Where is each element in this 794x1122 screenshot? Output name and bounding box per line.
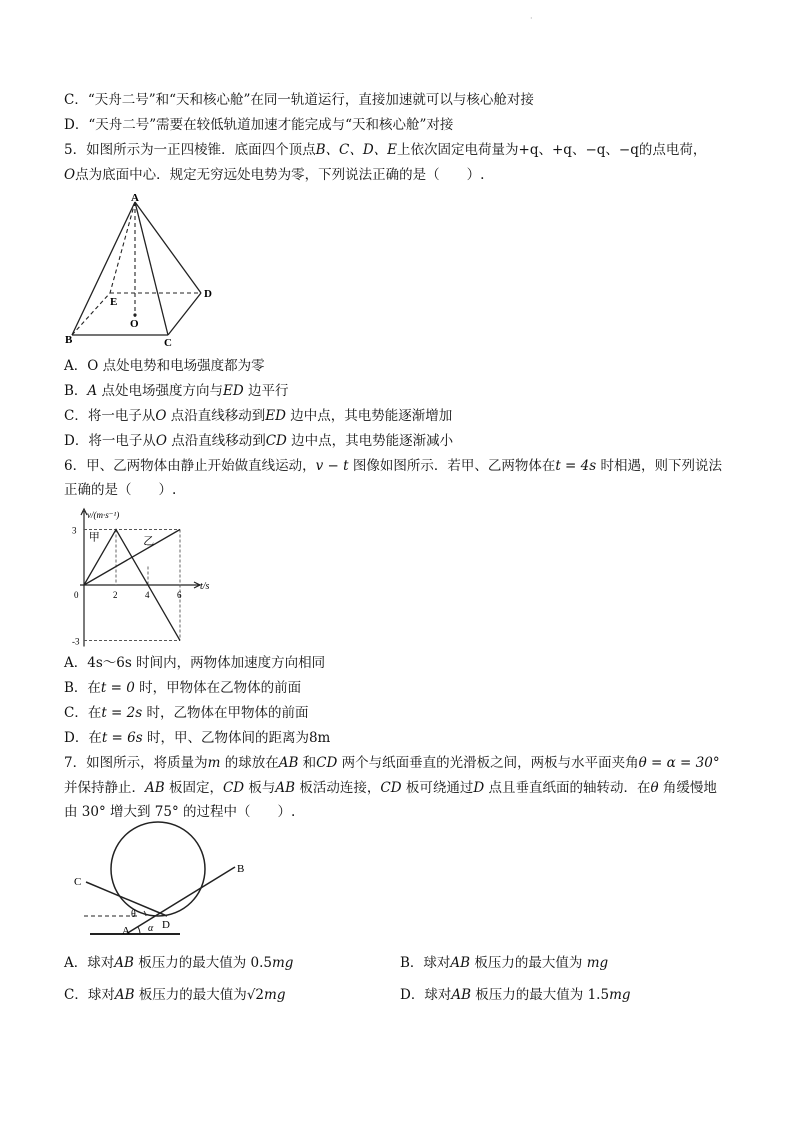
pyramid-figure <box>64 190 224 350</box>
q5-stem-line1: 5．如图所示为一正四棱锥．底面四个顶点B、C、D、E上依次固定电荷量为+q、+q、−q、−q的点电荷， <box>64 142 707 158</box>
vt-chart <box>64 505 210 647</box>
pyramid-label-c: C <box>164 337 172 349</box>
scan-speck: · <box>530 14 533 23</box>
q7-option-c: C．球对AB 板压力的最大值为√2mg <box>64 987 286 1003</box>
q7-option-a: A．球对AB 板压力的最大值为 0.5mg <box>64 955 294 971</box>
q6-option-c: C．在t = 2s 时，乙物体在甲物体的前面 <box>64 705 309 721</box>
y-tick--3: -3 <box>72 636 80 647</box>
q7-stem-line2: 并保持静止．AB 板固定，CD 板与AB 板活动连接，CD 板可绕通过D 点且垂直纸面的轴转动．在θ 角缓慢地 <box>64 780 717 796</box>
fig7-label-alpha: α <box>148 923 154 934</box>
q4-option-c: C．“天舟二号”和“天和核心舱”在同一轨道运行，直接加速就可以与核心舱对接 <box>64 92 534 108</box>
q5-option-d: D．将一电子从O 点沿直线移动到CD 边中点，其电势能逐渐减小 <box>64 433 454 449</box>
pyramid-label-e: E <box>110 296 118 308</box>
x-tick-2: 2 <box>113 590 118 600</box>
q6-option-d: D．在t = 6s 时，甲、乙物体间的距离为8m <box>64 730 331 746</box>
x-tick-0: 0 <box>74 590 79 600</box>
y-axis-label: v/(m·s⁻¹) <box>87 510 120 520</box>
fig7-label-a: A <box>122 925 130 937</box>
q7-option-d: D．球对AB 板压力的最大值为 1.5mg <box>400 987 631 1003</box>
pyramid-label-o: O <box>130 318 139 330</box>
board-cd <box>86 882 167 916</box>
q6-option-b: B．在t = 0 时，甲物体在乙物体的前面 <box>64 680 302 696</box>
series-label-yi: 乙 <box>143 535 155 548</box>
q5-option-b: B．A 点处电场强度方向与ED 边平行 <box>64 383 289 399</box>
fig7-label-theta: θ <box>131 909 136 920</box>
q6-stem-line1: 6．甲、乙两物体由静止开始做直线运动，v − t 图像如图所示．若甲、乙两物体在t = 4s 时相遇，则下列说法 <box>64 458 722 474</box>
pyramid-label-a: A <box>131 192 139 204</box>
q7-stem-line1: 7．如图所示，将质量为m 的球放在AB 和CD 两个与纸面垂直的光滑板之间，两板与水平面夹角θ = α = 30° <box>64 755 720 771</box>
pyramid-label-b: B <box>65 334 73 346</box>
pyramid-label-d: D <box>204 288 212 300</box>
q7-stem-line3: 由 30° 增大到 75° 的过程中（ ）. <box>64 804 296 820</box>
y-tick-3: 3 <box>72 525 77 536</box>
x-axis-label: t/s <box>200 581 210 592</box>
fig7-label-c: C <box>74 876 82 888</box>
q6-option-a: A．4s～6s 时间内，两物体加速度方向相同 <box>64 655 326 671</box>
series-label-jia: 甲 <box>88 531 100 544</box>
q5-stem-line2: O点为底面中心．规定无穷远处电势为零，下列说法正确的是（ ）. <box>64 167 485 183</box>
ball <box>111 822 205 916</box>
board-ab <box>126 867 235 934</box>
x-tick-4: 4 <box>145 590 150 600</box>
q6-stem-line2: 正确的是（ ）. <box>64 482 177 498</box>
x-tick-6: 6 <box>177 590 182 600</box>
q4-option-d: D．“天舟二号”需要在较低轨道加速才能完成与“天和核心舱”对接 <box>64 117 454 133</box>
q7-option-b: B．球对AB 板压力的最大值为 mg <box>400 955 609 971</box>
fig7-label-d: D <box>162 919 170 931</box>
ball-boards-figure <box>64 824 264 944</box>
q5-option-c: C．将一电子从O 点沿直线移动到ED 边中点，其电势能逐渐增加 <box>64 408 453 424</box>
fig7-label-b: B <box>237 863 245 875</box>
q5-option-a: A．O 点处电势和电场强度都为零 <box>64 358 265 374</box>
